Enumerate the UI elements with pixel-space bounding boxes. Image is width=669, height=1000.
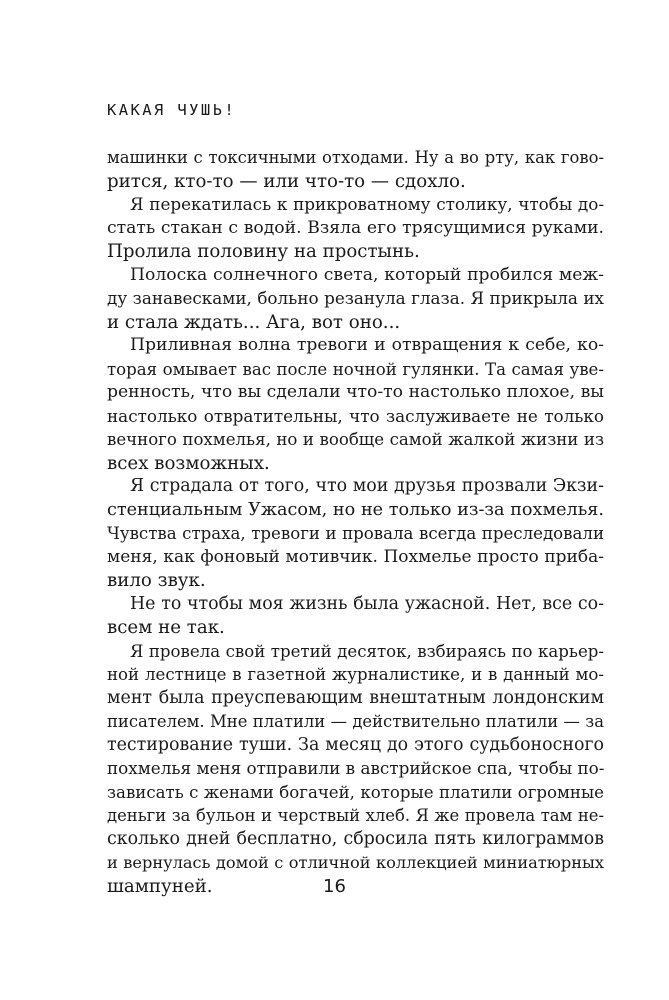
text-line: вило звук. [107,570,206,591]
text-line: Приливная волна тревоги и отвращения к себе, ко- [130,335,604,355]
text-line: тестирование туши. За месяц до этого судьбоносного [107,734,604,755]
page-number: 16 [323,876,346,897]
text-line: всем не так. [107,617,225,638]
text-line: стенциальным Ужасом, но не только из-за похмелья. [107,499,604,520]
text-line: мент была преуспевающим внештатным лондонским [107,687,604,708]
text-line: Я провела свой третий десяток, взбираясь по карьер- [130,641,604,661]
text-line: Чувства страха, тревоги и провала всегда преследовали [107,524,604,543]
running-head: КАКАЯ ЧУШЬ! [107,101,237,119]
text-line: шампуней. [107,875,213,897]
text-line: ду занавесками, больно резанула глаза. Я прикрыла их [107,288,604,308]
text-line: Пролила половину на простынь. [107,241,420,262]
text-line: Полоска солнечного света, который пробился меж- [130,264,604,285]
text-line: Не то чтобы моя жизнь была ужасной. Нет, все со- [130,593,604,614]
text-line: ной лестнице в газетной журналистике, и в данный мо- [107,665,604,684]
text-line: рится, кто-то — или что-то — сдохло. [107,170,466,192]
text-line: Я страдала от того, что мои друзья прозвали Экзи- [130,476,604,496]
body-text [107,146,604,898]
text-line: вечного похмелья, но и вообще самой жалкой жизни из [107,430,604,449]
text-line: деньги за бульон и черствый хлеб. Я же провела там не- [107,806,604,825]
text-line: и вернулась домой с отличной коллекцией миниатюрных [107,853,604,872]
text-line: стать стакан с водой. Взяла его трясущимися руками. [107,217,604,238]
text-line: похмелья меня отправили в австрийское спа, чтобы по- [107,758,604,778]
text-line: всех возможных. [107,452,270,474]
text-line: машинки с токсичными отходами. Ну а во рту, как гово- [107,148,604,167]
text-line: торая омывает вас после ночной гулянки. Та самая уве- [107,359,604,379]
text-line: меня, как фоновый мотивчик. Похмелье просто приба- [107,546,604,567]
text-line: и стала ждать... Ага, вот оно... [107,311,401,333]
text-line: писателем. Мне платили — действительно платили — за [107,712,604,731]
text-line: сколько дней бесплатно, сбросила пять килограммов [107,828,604,849]
text-line: Я перекатилась к прикроватному столику, чтобы до- [130,194,604,214]
text-line: настолько отвратительны, что заслуживаете не только [107,405,604,426]
text-line: ренность, что вы сделали что-то настолько плохое, вы [107,382,604,402]
text-line: зависать с женами богачей, которые платили огромные [107,782,604,802]
